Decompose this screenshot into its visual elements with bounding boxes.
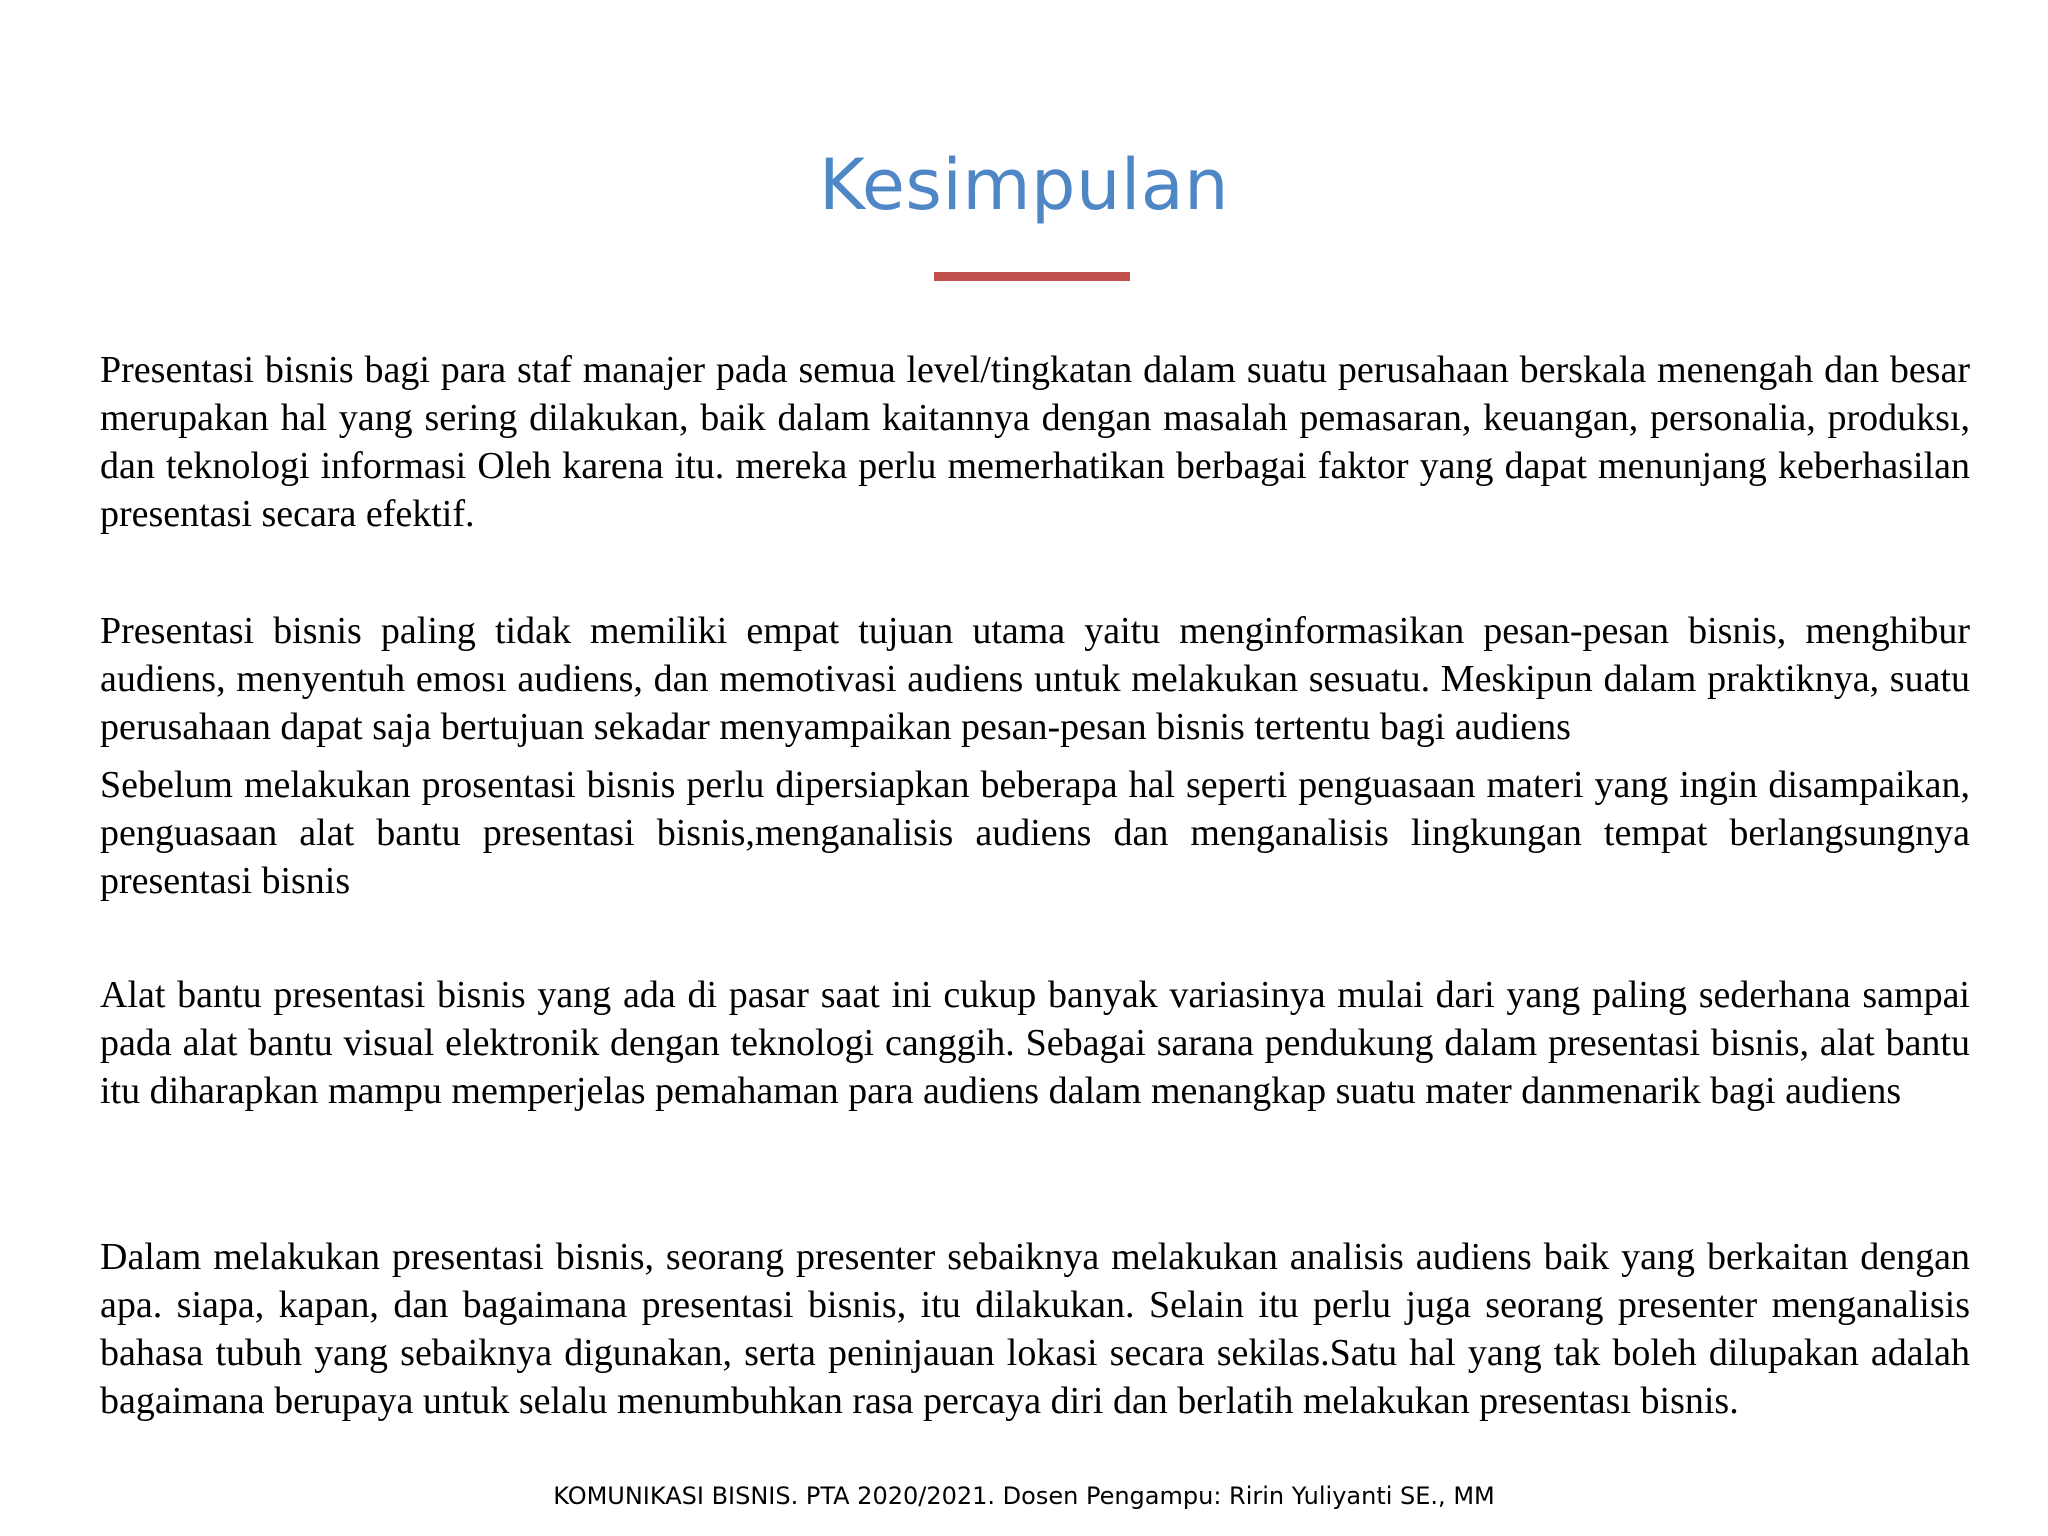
title-underline (934, 272, 1130, 281)
paragraph-preparation: Sebelum melakukan prosentasi bisnis perlu dipersiapkan beberapa hal seperti penguasaan materi yang ingin disampaikan, penguasaan alat bantu presentasi bisnis,menganalisis audiens dan menganalisis lingkungan tempat berlangsungnya presentasi bisnis (100, 764, 1970, 902)
paragraph-presentation-tools: Alat bantu presentasi bisnis yang ada di pasar saat ini cukup banyak variasinya mulai dari yang paling sederhana sampai pada alat bantu visual elektronik dengan teknologi canggih. Sebagai sarana pendukung dalam presentasi bisnis, alat bantu itu diharapkan mampu memperjelas pemahaman para audiens dalam menangkap suatu mater danmenarik bagi audiens (100, 974, 1970, 1112)
paragraph-presentation-importance: Presentasi bisnis bagi para staf manajer pada semua level/tingkatan dalam suatu perusahaan berskala menengah dan besar merupakan hal yang sering dilakukan, baik dalam kaitannya dengan masalah pemasaran, keuangan, personalia, produksı, dan teknologi informasi Oleh karena itu. mereka perlu memerhatikan berbagai faktor yang dapat menunjang keberhasilan presentasi secara efektif. (100, 349, 1970, 535)
paragraph-presentation-goals: Presentasi bisnis paling tidak memiliki empat tujuan utama yaitu menginformasikan pesan-pesan bisnis, menghibur audiens, menyentuh emosı audiens, dan memotivasi audiens untuk melakukan sesuatu. Meskipun dalam praktiknya, suatu perusahaan dapat saja bertujuan sekadar menyampaikan pesan-pesan bisnis tertentu bagi audiens (100, 610, 1970, 748)
slide-title: Kesimpulan (818, 144, 1230, 226)
paragraph-audience-analysis: Dalam melakukan presentasi bisnis, seorang presenter sebaiknya melakukan analisis audiens baik yang berkaitan dengan apa. siapa, kapan, dan bagaimana presentasi bisnis, itu dilakukan. Selain itu perlu juga seorang presenter menganalisis bahasa tubuh yang sebaiknya digunakan, serta peninjauan lokasi secara sekilas.Satu hal yang tak boleh dilupakan adalah bagaimana berupaya untuk selalu menumbuhkan rasa percaya diri dan berlatih melakukan presentası bisnis. (100, 1236, 1970, 1422)
slide-footer: KOMUNIKASI BISNIS. PTA 2020/2021. Dosen Pengampu: Ririn Yuliyanti SE., MM (553, 1482, 1495, 1510)
